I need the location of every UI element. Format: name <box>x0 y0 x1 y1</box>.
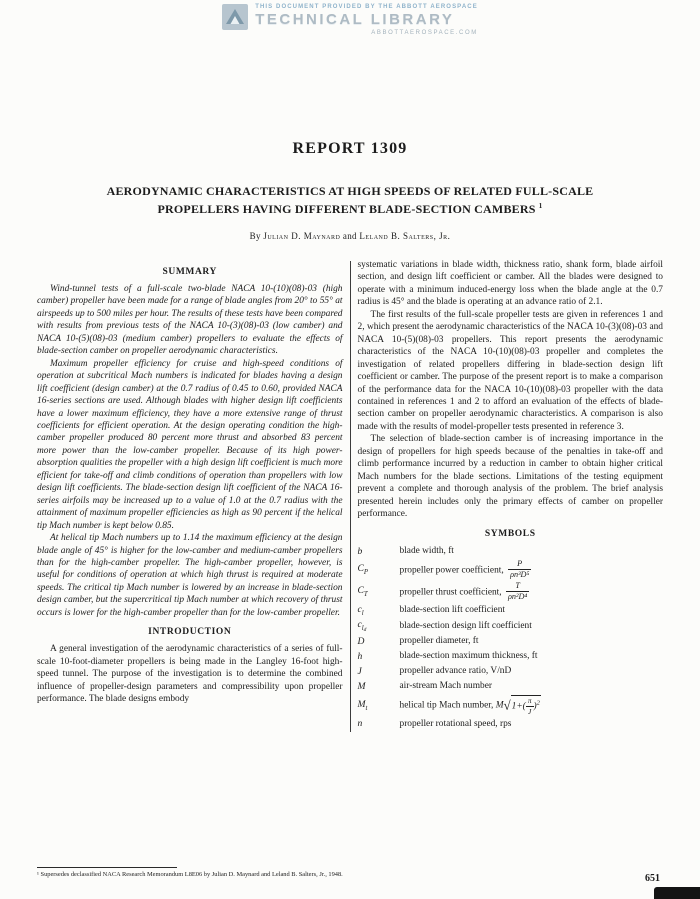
symbol-row <box>358 604 664 617</box>
body-paragraph: systematic variations in blade width, thickness ratio, shank form, blade airfoil section, and design lift coefficient or camber. All the blades were designed to operate with a minimum induced-energy loss when the blade angle at the 0.7 radius is 45° and the blade is operating at an advance ratio of 2.1. <box>357 260 663 308</box>
introduction-heading: INTRODUCTION <box>148 627 232 638</box>
symbol-definition: helical tip Mach number, M√1+( $\frac{\pi}{J}$ )$^2$ <box>399 695 540 716</box>
report-title-line2: PROPELLERS HAVING DIFFERENT BLADE-SECTION CAMBERS <box>157 202 536 216</box>
symbol-letter: $C_P$ <box>357 563 369 577</box>
summary-paragraph: Maximum propeller efficiency for cruise and high-speed conditions of operation at subcritical Mach numbers is indicated for blades having a design lift coefficient (design camber) at the 0.7 radius of 0.45 to 0.60, provided NACA 16-series sections are used. Although blades with higher design lift coefficients have a lower maximum efficiency, they have a more extensive range of thrust coefficients for efficient operation. At the design operating condition the high-camber propeller produced 80 percent more thrust and absorbed 83 percent more power than the low-camber propeller. Because of its high power-absorption qualities the propeller with a high design lift coefficient is much more efficient for take-off and climb conditions of operation than propellers with low design lift coefficients. The blade-section design lift coefficient of the NACA 16-series airfoils may be increased up to a value of 1.0 at the 0.7 radius with the attainment of maximum propeller efficiencies as high as 90 percent if the helical tip Mach number is kept below 0.85. <box>37 358 343 531</box>
symbol-row <box>358 650 664 663</box>
header-library-title: TECHNICAL LIBRARY <box>255 11 455 28</box>
symbol-definition: blade-section maximum thickness, ft <box>399 651 538 662</box>
summary-paragraph: Wind-tunnel tests of a full-scale two-blade NACA 10-(10)(08)-03 (high camber) propeller have been made for a range of blade angles from 20° to 55° at airspeeds up to 500 miles per hour. The results of these tests have been compared with results from previous tests of the NACA 10-(3)(08)-03 (low camber) and NACA 10-(5)(08)-03 (medium camber) propellers to evaluate the effects of blade-section camber on propeller aerodynamic characteristics. <box>37 284 343 357</box>
symbol-row <box>358 545 664 558</box>
symbol-letter: M <box>357 680 366 692</box>
symbols-heading: SYMBOLS <box>484 528 536 539</box>
symbol-row <box>358 635 664 648</box>
author-1: Julian D. Maynard <box>263 231 341 241</box>
symbol-row <box>358 695 664 716</box>
abbott-header-text <box>255 4 478 36</box>
symbol-letter: b <box>357 545 363 557</box>
body-paragraph: The selection of blade-section camber is of increasing importance in the design of propellers for high speeds because of the penalties in take-off and climb performance incurred by a reduction in camber to obtain higher critical Mach numbers for the blade sections. Limitations of the testing equipment prevent a complete and thorough analysis of the problem. The brief analysis presented herein includes only the primary effects of camber on propeller performance. <box>357 434 663 520</box>
abbott-aerospace-logo-icon <box>222 4 248 35</box>
symbol-definition: blade-section lift coefficient <box>399 605 506 616</box>
two-column-body <box>37 259 663 732</box>
left-column <box>37 259 343 732</box>
page-number: 651 <box>645 873 660 884</box>
introduction-paragraph: A general investigation of the aerodynamic characteristics of a series of full-scale 10-foot-diameter propellers is being made in the Langley 16-foot high-speed tunnel. The purpose of the investigation is to determine the combined influence of propeller-design parameters and compressibility upon propeller performance. The blade designs embody <box>37 644 343 705</box>
column-divider-rule <box>350 261 351 732</box>
summary-paragraph: At helical tip Mach numbers up to 1.14 the maximum efficiency at the design blade angle of 45° is higher for the low-camber and medium-camber propellers than for the high-camber propeller. The high-camber propeller, however, is useful for conditions of operation at which high thrust is required at moderate speeds. The critical tip Mach number is lowered by an increase in blade-section design camber, but the supercritical tip Mach number at which recovery of thrust occurs is lower for the high-camber propeller than for the low-camber propeller. <box>37 533 343 618</box>
footnote-area <box>37 867 367 879</box>
symbol-row <box>358 582 664 602</box>
abbott-header <box>0 4 700 36</box>
symbol-letter: D <box>357 635 365 647</box>
title-footnote-marker: 1 <box>538 202 543 210</box>
symbol-letter: n <box>357 718 363 730</box>
summary-heading: SUMMARY <box>162 267 218 277</box>
symbol-letter: h <box>357 650 363 662</box>
report-number: REPORT 1309 <box>292 140 408 157</box>
report-title <box>37 184 663 217</box>
byline <box>37 231 663 241</box>
symbol-definition: blade-section design lift coefficient <box>399 620 532 631</box>
scan-corner-artifact <box>654 887 700 899</box>
symbol-row <box>358 680 664 693</box>
symbols-list <box>358 545 664 731</box>
symbol-letter: $C_T$ <box>357 585 368 599</box>
and-label: and <box>342 231 357 241</box>
symbol-row <box>358 717 664 730</box>
symbol-row <box>358 619 664 633</box>
symbol-row <box>358 665 664 678</box>
footnote-text: ¹ Supersedes declassified NACA Research Memorandum L8E06 by Julian D. Maynard and Leland B. Salters, Jr., 1948. <box>37 871 343 878</box>
footnote-rule <box>37 867 177 868</box>
symbol-letter: J <box>357 665 362 677</box>
symbol-definition: blade width, ft <box>399 546 454 557</box>
body-paragraph: The first results of the full-scale propeller tests are given in references 1 and 2, which present the aerodynamic characteristics of the NACA 10-(3)(08)-03 and NACA 10-(5)(08)-03 propellers. This report presents the aerodynamic characteristics of the NACA 10-(10)(08)-03 propeller and completes the investigation of related propellers differing in blade-section design lift coefficient or camber. The purpose of the present report is to make a comparison of the performance data for the NACA 10-(10)(08)-03 propeller with the data contained in references 1 and 2 to afford an evaluation of the effects of blade-section camber on propeller aerodynamic characteristics. A comparison is also made with the results of model-propeller tests presented in reference 3. <box>357 309 663 432</box>
header-provided-text: THIS DOCUMENT PROVIDED BY THE ABBOTT AEROSPACE <box>255 4 478 10</box>
right-column <box>358 259 664 732</box>
symbol-letter: $M_t$ <box>357 698 368 712</box>
report-title-line1: AERODYNAMIC CHARACTERISTICS AT HIGH SPEEDS OF RELATED FULL-SCALE <box>106 184 594 198</box>
symbol-definition: propeller rotational speed, rps <box>399 718 512 729</box>
author-2: Leland B. Salters, Jr. <box>359 231 451 241</box>
symbol-letter: $c_l$ <box>357 604 364 617</box>
symbol-definition: propeller advance ratio, V/nD <box>399 666 512 677</box>
symbol-letter: $c_{ld}$ <box>357 618 367 633</box>
symbol-definition: propeller diameter, ft <box>399 636 479 647</box>
by-label: By <box>249 231 261 241</box>
header-site-url: ABBOTTAEROSPACE.COM <box>371 30 478 36</box>
symbol-row <box>358 560 664 580</box>
symbol-definition: propeller power coefficient, $\frac{P}{\text{ρn³D⁵}}$ <box>399 558 530 580</box>
symbol-definition: propeller thrust coefficient, $\frac{T}{\text{ρn²D⁴}}$ <box>399 580 528 602</box>
symbol-definition: air-stream Mach number <box>399 681 492 692</box>
